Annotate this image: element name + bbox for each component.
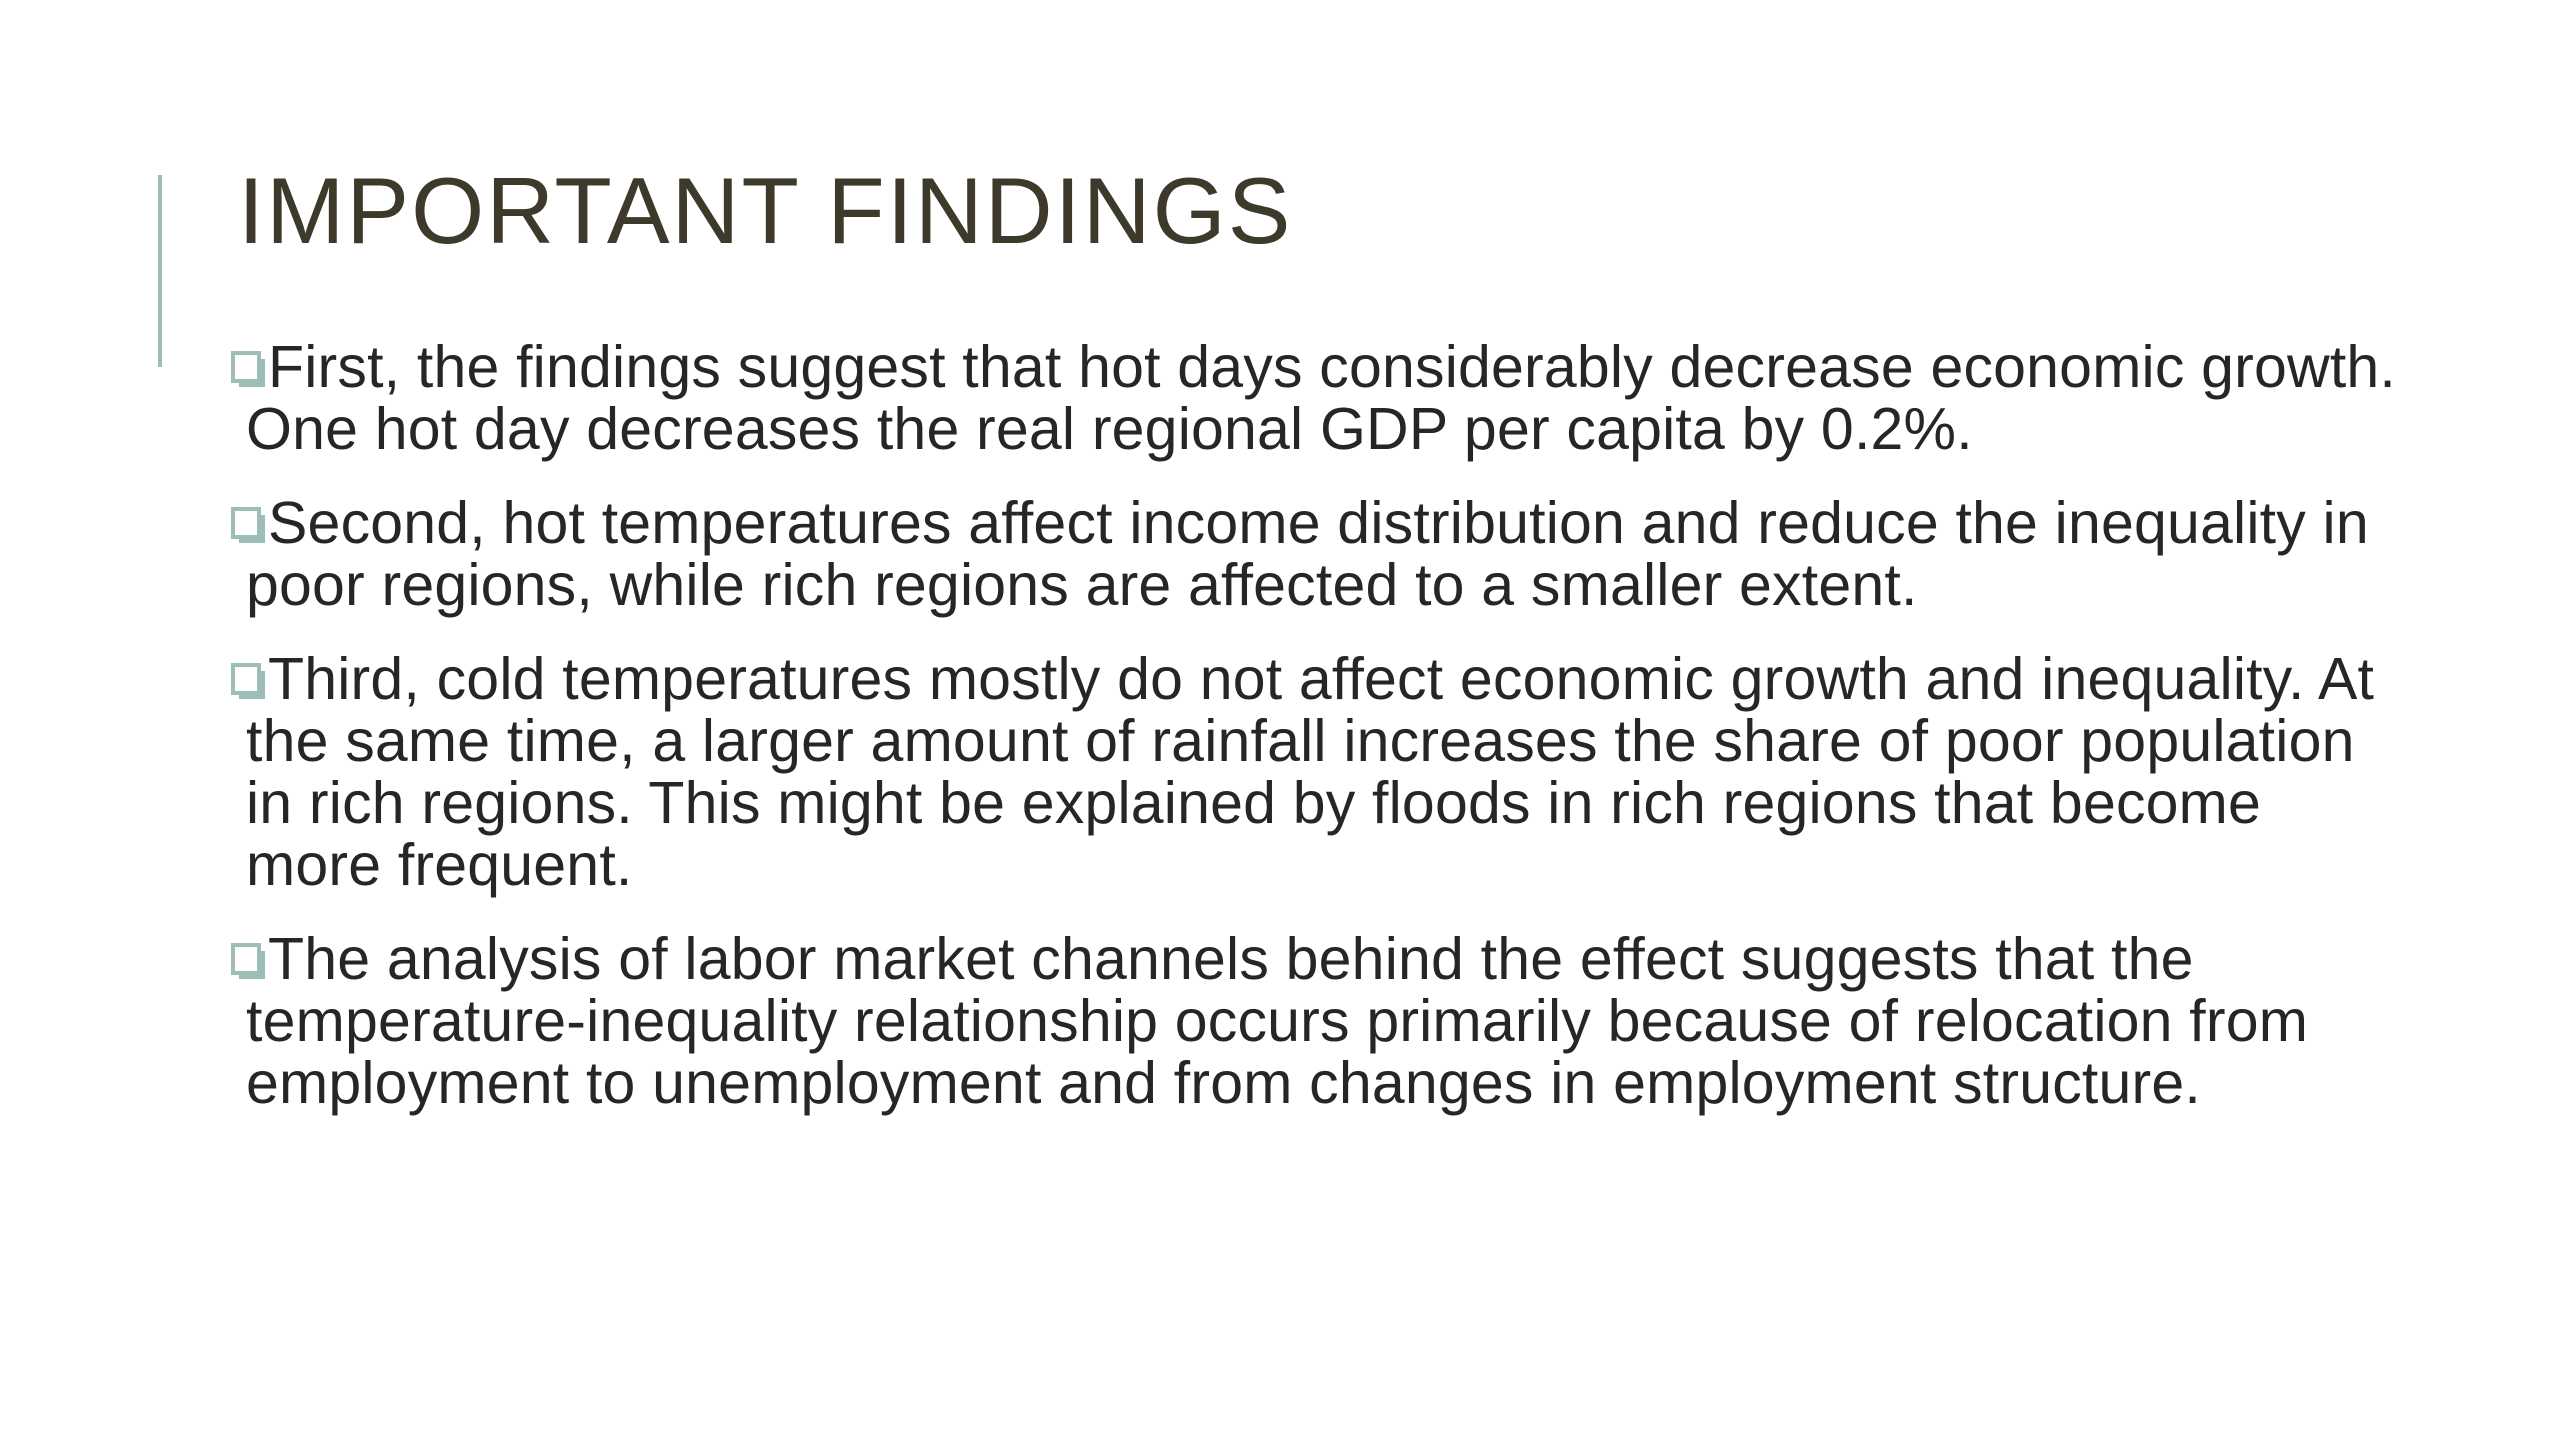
bullet-text: Third, cold temperatures mostly do not affect economic growth and inequality. At the same time, a larger amount of rainfall increases the share of poor population in rich regions. This might be explained by floods in rich regions that become more frequent. — [246, 646, 2375, 898]
bullet-text: The analysis of labor market channels behind the effect suggests that the temperature-inequality relationship occurs primarily because of relocation from employment to unemployment and from changes in employment structure. — [246, 926, 2309, 1116]
hollow-square-bullet-icon — [230, 661, 268, 703]
list-item — [230, 336, 2410, 460]
bullet-text: First, the findings suggest that hot days considerably decrease economic growth. One hot day decreases the real regional GDP per capita by 0.2%. — [246, 334, 2397, 462]
hollow-square-bullet-icon — [230, 349, 268, 391]
findings-list — [230, 336, 2410, 1146]
hollow-square-bullet-icon — [230, 505, 268, 547]
hollow-square-bullet-icon — [230, 941, 268, 983]
list-item — [230, 928, 2410, 1114]
list-item — [230, 492, 2410, 616]
slide-title: IMPORTANT FINDINGS — [238, 158, 1293, 263]
title-accent-bar — [158, 175, 162, 367]
list-item — [230, 648, 2410, 896]
bullet-text: Second, hot temperatures affect income distribution and reduce the inequality in poor regions, while rich regions are affected to a smaller extent. — [246, 490, 2369, 618]
